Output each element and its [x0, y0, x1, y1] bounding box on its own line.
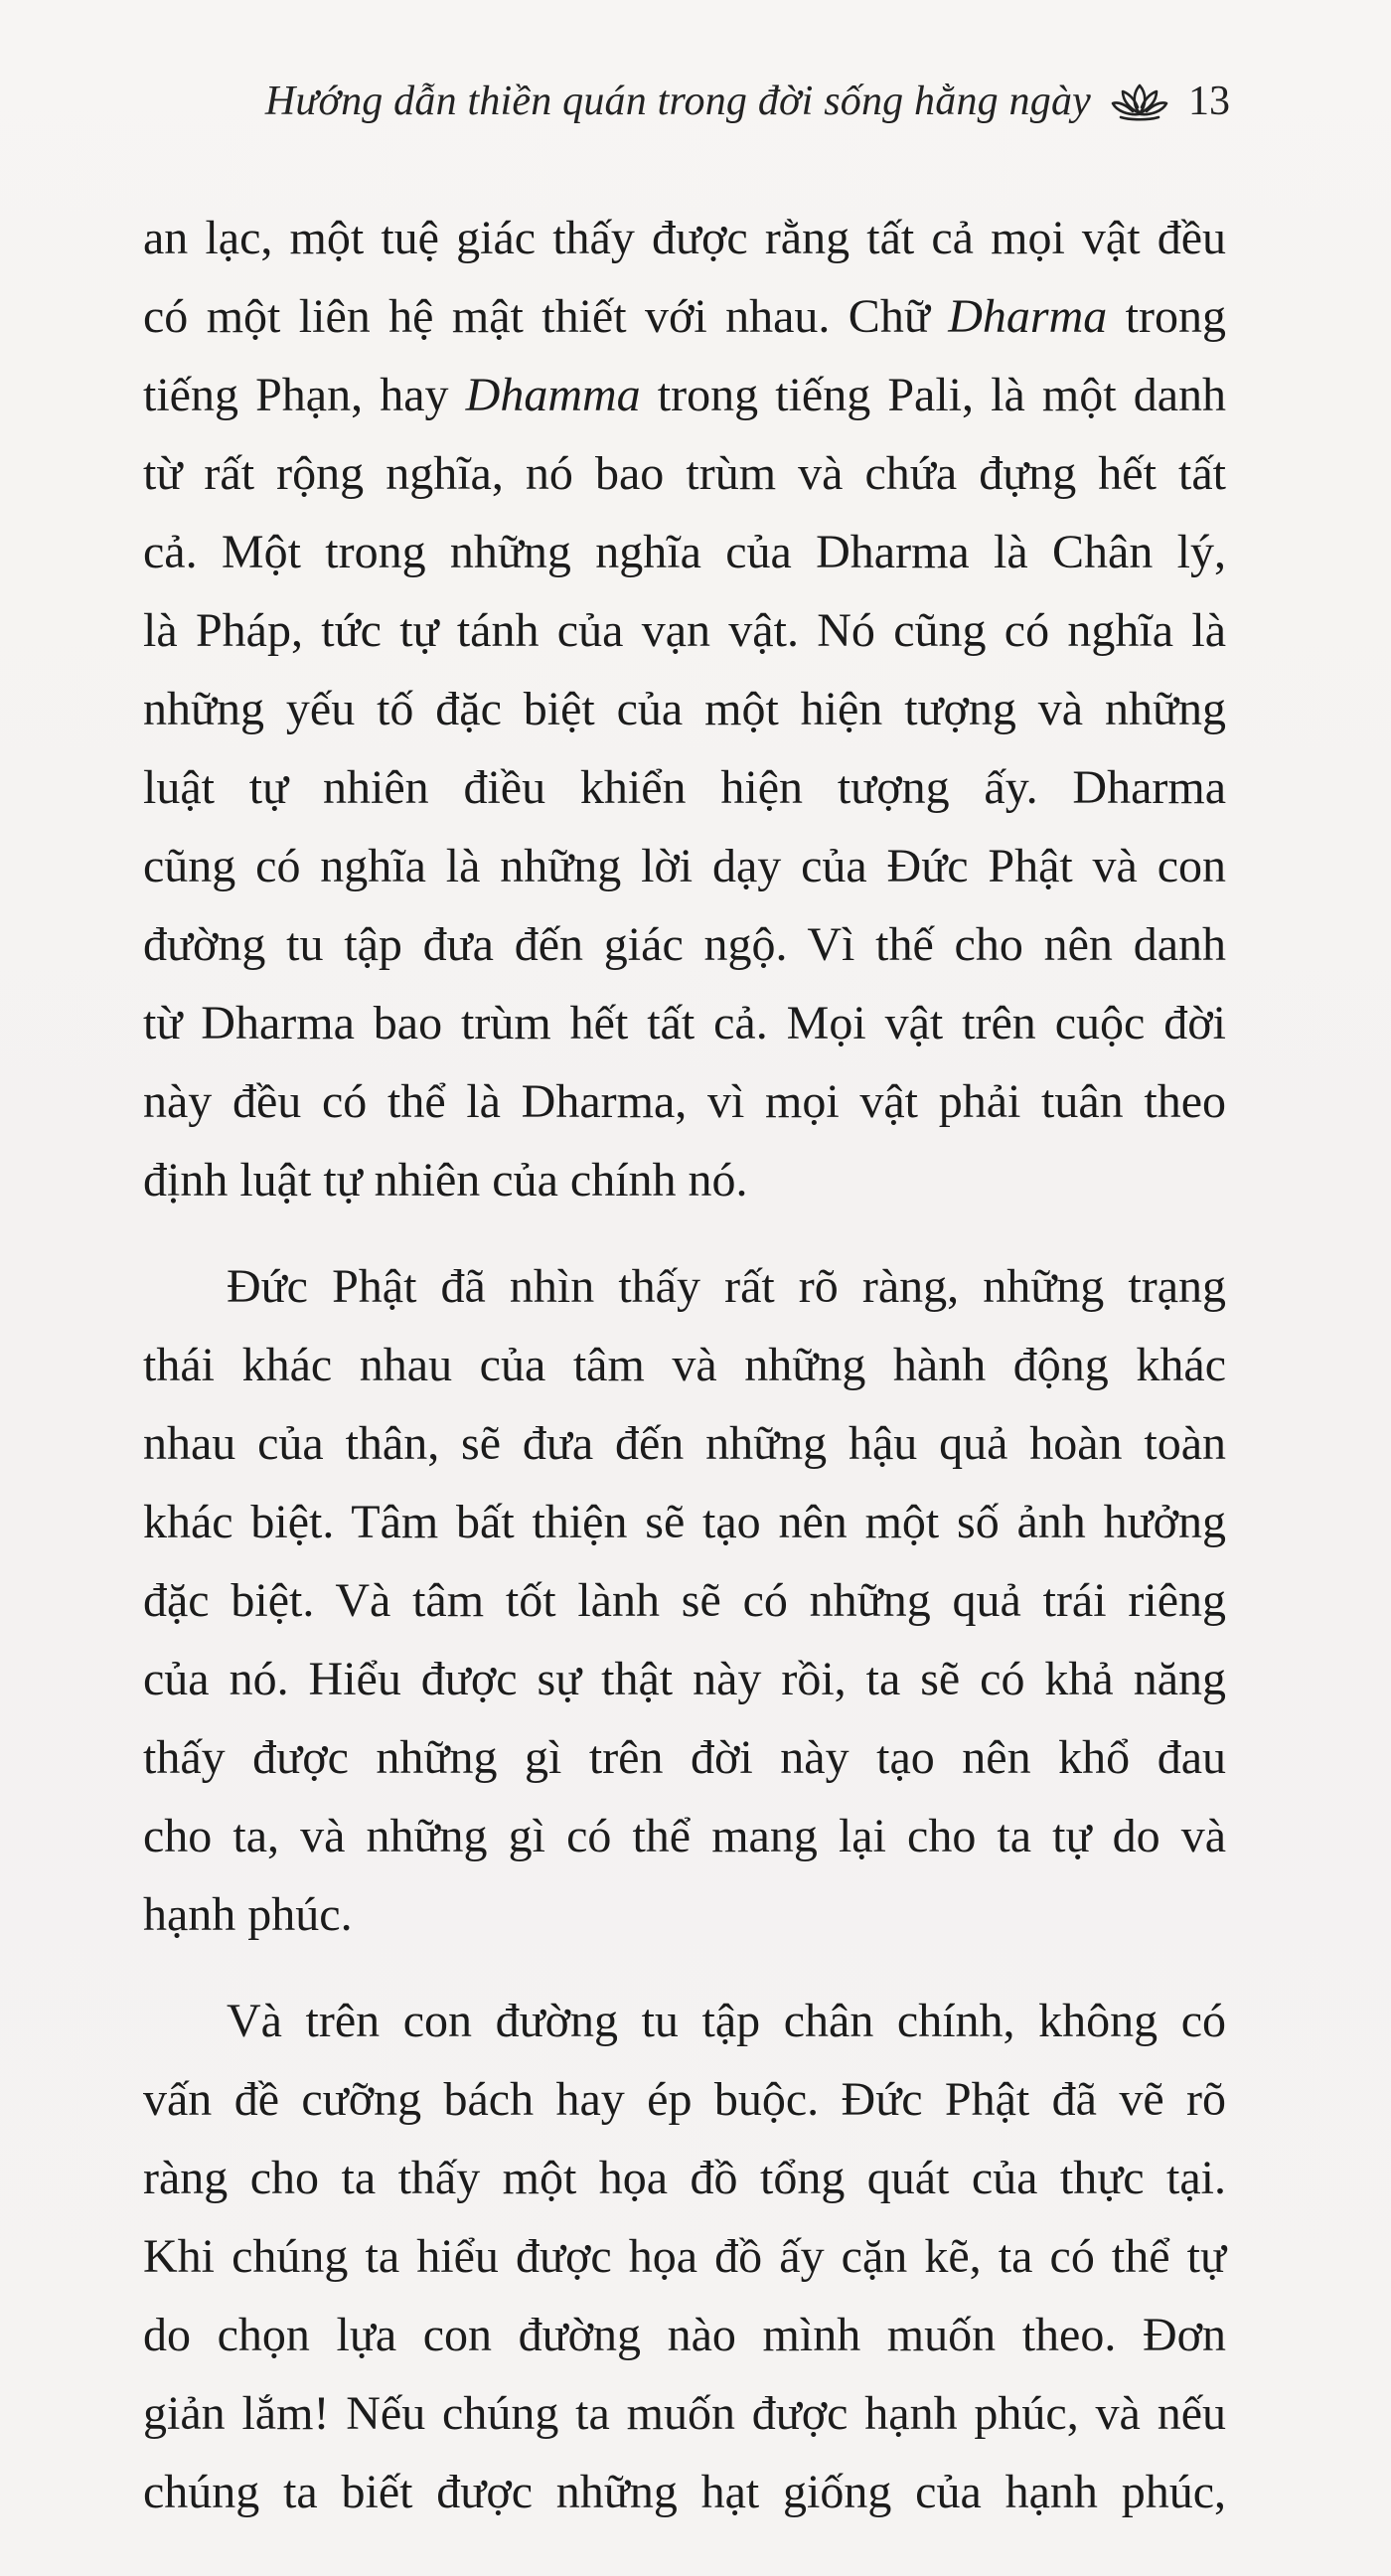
- text-line: [143, 2217, 1226, 2296]
- text-line: [143, 1561, 1226, 1640]
- text-line: [143, 1718, 1226, 1797]
- text-line: [143, 1483, 1226, 1561]
- text-line: [143, 2374, 1226, 2453]
- line-text: tiếng Phạn, hay: [143, 369, 449, 421]
- line-text: đường tu tập đưa đến giác ngộ. Vì thế cho nên danh: [143, 918, 1226, 971]
- line-text: hạnh phúc.: [143, 1888, 353, 1941]
- text-line: [143, 748, 1226, 827]
- line-text: giản lắm! Nếu chúng ta muốn được hạnh phúc, và nếu: [143, 2387, 1226, 2440]
- italic-term: Dharma: [948, 290, 1108, 343]
- text-line: [143, 199, 1226, 277]
- line-text: Đức Phật đã nhìn thấy rất rõ ràng, những trạng: [227, 1260, 1226, 1313]
- running-title: Hướng dẫn thiền quán trong đời sống hằng ngày: [264, 79, 1091, 124]
- line-text: thấy được những gì trên đời này tạo nên khổ đau: [143, 1731, 1226, 1784]
- text-line: [143, 356, 1226, 434]
- text-line: [143, 591, 1226, 670]
- page-number: 13: [1188, 79, 1230, 124]
- text-line: [143, 1062, 1226, 1141]
- text-line: [143, 2296, 1226, 2374]
- line-text: trong: [1125, 290, 1226, 343]
- paragraph-1: [143, 199, 1226, 1219]
- text-line: [143, 1640, 1226, 1718]
- italic-term: Dhamma: [465, 369, 641, 421]
- text-line: [143, 434, 1226, 513]
- text-line: [143, 2060, 1226, 2139]
- line-text: luật tự nhiên điều khiển hiện tượng ấy. Dharma: [143, 761, 1226, 814]
- line-text: đặc biệt. Và tâm tốt lành sẽ có những quả trái riêng: [143, 1574, 1226, 1627]
- line-text: khác biệt. Tâm bất thiện sẽ tạo nên một số ảnh hưởng: [143, 1496, 1226, 1548]
- line-text: của nó. Hiểu được sự thật này rồi, ta sẽ có khả năng: [143, 1653, 1226, 1705]
- line-text: có một liên hệ mật thiết với nhau. Chữ: [143, 290, 930, 343]
- line-text: Và trên con đường tu tập chân chính, không có: [227, 1995, 1226, 2047]
- line-text: là Pháp, tức tự tánh của vạn vật. Nó cũng có nghĩa là: [143, 604, 1226, 657]
- paragraph-3: [143, 1982, 1226, 2531]
- line-text: cũng có nghĩa là những lời dạy của Đức Phật và con: [143, 840, 1226, 892]
- text-line: [143, 905, 1226, 984]
- line-text: từ Dharma bao trùm hết tất cả. Mọi vật trên cuộc đời: [143, 997, 1226, 1049]
- line-text: này đều có thể là Dharma, vì mọi vật phải tuân theo: [143, 1075, 1226, 1128]
- line-text: cả. Một trong những nghĩa của Dharma là Chân lý,: [143, 526, 1226, 578]
- text-line: [143, 1404, 1226, 1483]
- text-line: [143, 1982, 1226, 2060]
- text-line: [143, 670, 1226, 748]
- line-text: nhau của thân, sẽ đưa đến những hậu quả hoàn toàn: [143, 1417, 1226, 1470]
- paragraph-2: [143, 1247, 1226, 1954]
- text-line: [143, 2139, 1226, 2217]
- running-header: [219, 78, 1232, 125]
- text-line: [143, 1141, 1226, 1219]
- text-line: [143, 1797, 1226, 1875]
- text-line: [143, 513, 1226, 591]
- body-text: [143, 199, 1226, 2531]
- line-text: Khi chúng ta hiểu được họa đồ ấy cặn kẽ, ta có thể tự: [143, 2230, 1226, 2283]
- line-text: ràng cho ta thấy một họa đồ tổng quát của thực tại.: [143, 2152, 1226, 2204]
- text-line: [143, 1326, 1226, 1404]
- line-text: những yếu tố đặc biệt của một hiện tượng và những: [143, 683, 1226, 735]
- text-line: [143, 277, 1226, 356]
- lotus-icon: [1109, 80, 1170, 123]
- line-text: định luật tự nhiên của chính nó.: [143, 1154, 748, 1207]
- text-line: [143, 1247, 1226, 1326]
- text-line: [143, 984, 1226, 1062]
- line-text: từ rất rộng nghĩa, nó bao trùm và chứa đựng hết tất: [143, 447, 1226, 500]
- line-text: chúng ta biết được những hạt giống của hạnh phúc,: [143, 2466, 1226, 2518]
- text-line: [143, 1875, 1226, 1954]
- line-text: trong tiếng Pali, là một danh: [657, 369, 1226, 421]
- line-text: thái khác nhau của tâm và những hành động khác: [143, 1339, 1226, 1391]
- text-line: [143, 2453, 1226, 2531]
- text-line: [143, 827, 1226, 905]
- line-text: vấn đề cưỡng bách hay ép buộc. Đức Phật đã vẽ rõ: [143, 2073, 1226, 2126]
- line-text: do chọn lựa con đường nào mình muốn theo. Đơn: [143, 2309, 1226, 2361]
- line-text: cho ta, và những gì có thể mang lại cho ta tự do và: [143, 1810, 1226, 1862]
- line-text: an lạc, một tuệ giác thấy được rằng tất cả mọi vật đều: [143, 212, 1226, 264]
